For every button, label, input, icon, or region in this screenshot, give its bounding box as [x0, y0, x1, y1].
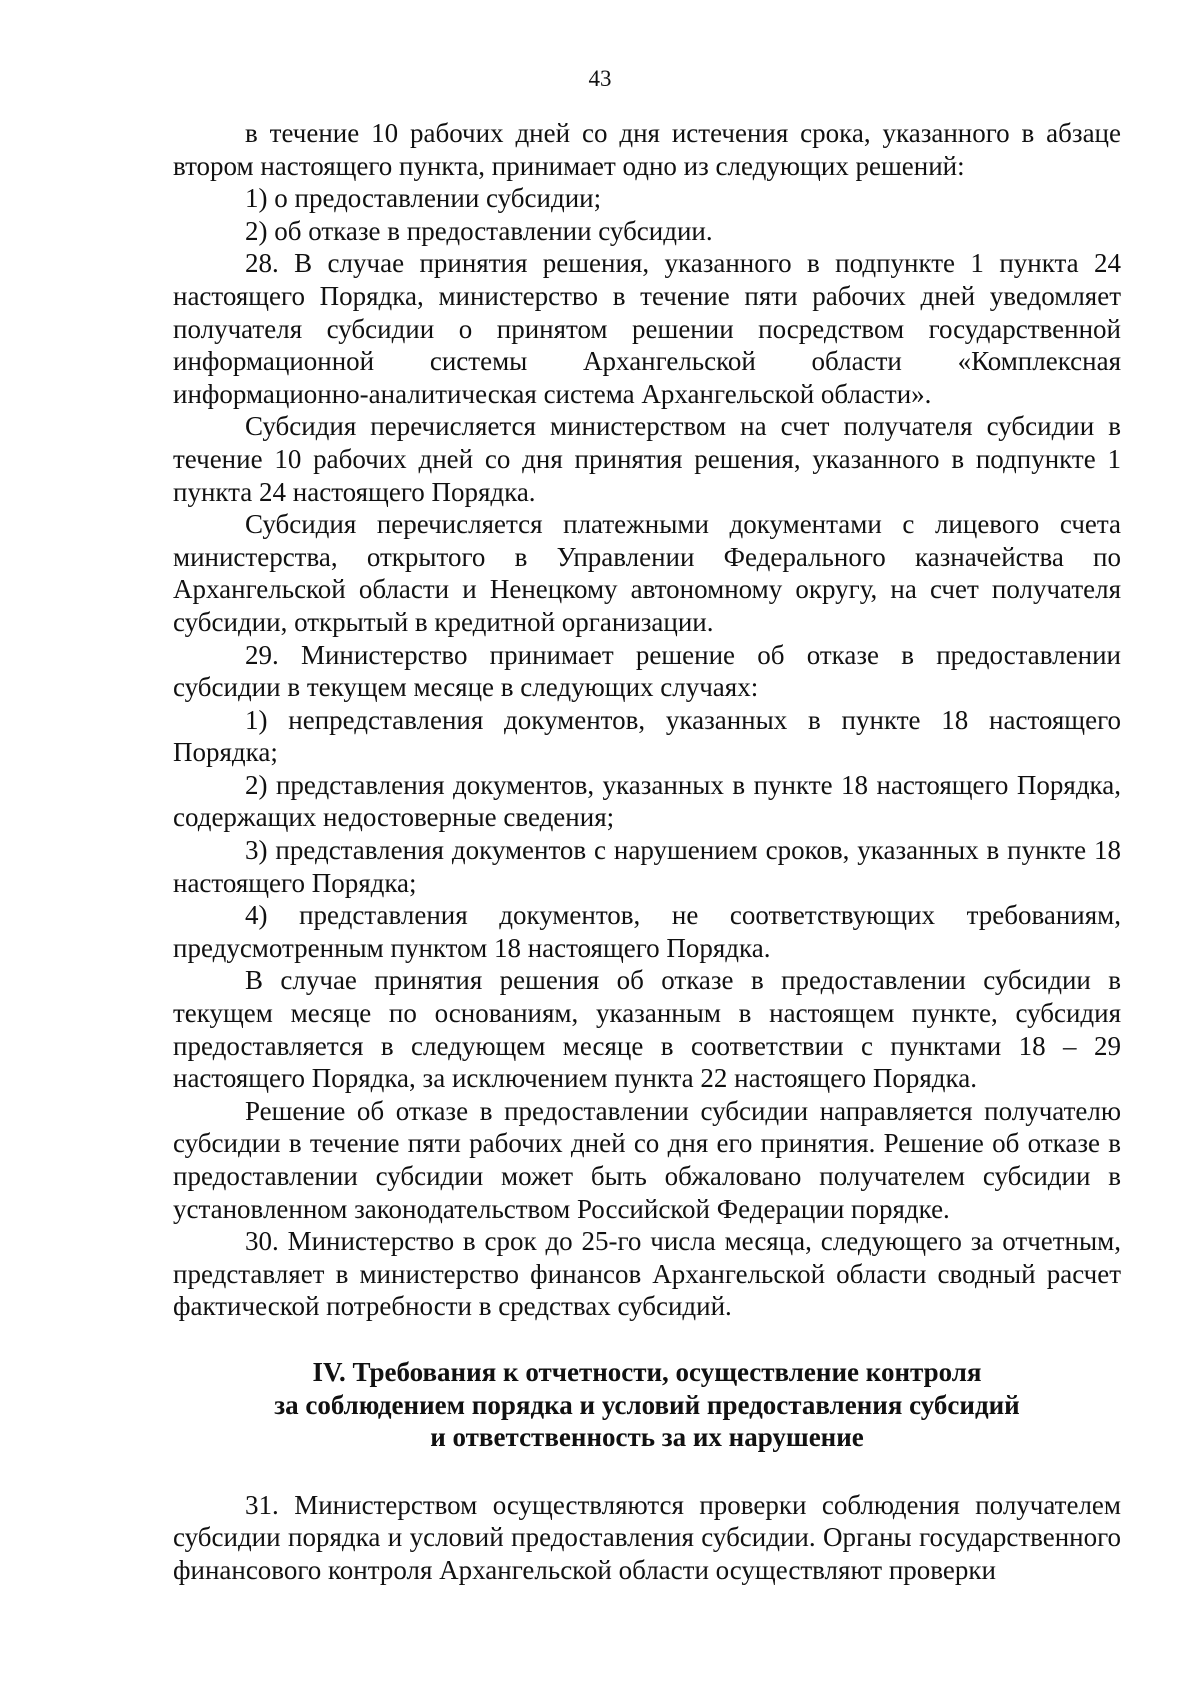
paragraph: 29. Министерство принимает решение об отказе в предоставлении субсидии в текущем месяце в следующих случаях: [173, 639, 1121, 703]
document-body [173, 117, 1121, 1587]
paragraph: в течение 10 рабочих дней со дня истечения срока, указанного в абзаце втором настоящего пункта, принимает одно из следующих решений: [173, 118, 1121, 181]
section-heading-line: IV. Требования к отчетности, осуществление контроля [312, 1356, 982, 1387]
list-item: 1) непредставления документов, указанных в пункте 18 настоящего Порядка; [173, 704, 1121, 768]
section-heading [173, 1356, 1121, 1454]
section-heading-line: и ответственность за их нарушение [430, 1422, 864, 1453]
paragraph: 28. В случае принятия решения, указанного в подпункте 1 пункта 24 настоящего Порядка, министерство в течение пяти рабочих дней уведомляет получателя субсидии о принятом решении посредством государственной информационной системы Архангельской области «Комплексная информационно-аналитическая система Архангельской области». [173, 248, 1121, 409]
page-number: 43 [588, 66, 612, 91]
list-item: 2) об отказе в предоставлении субсидии. [245, 215, 713, 246]
list-item: 3) представления документов с нарушением сроков, указанных в пункте 18 настоящего Порядка; [173, 835, 1121, 898]
paragraph: 31. Министерством осуществляются проверки соблюдения получателем субсидии порядка и условий предоставления субсидии. Органы государственного финансового контроля Архангельской области осуществляют проверки [173, 1489, 1121, 1585]
paragraph: Субсидия перечисляется платежными документами с лицевого счета министерства, открытого в Управлении Федерального казначейства по Архангельской области и Ненецкому автономному округу, на счет получателя субсидии, открытый в кредитной организации. [173, 509, 1121, 637]
paragraph: Решение об отказе в предоставлении субсидии направляется получателю субсидии в течение пяти рабочих дней со дня его принятия. Решение об отказе в предоставлении субсидии может быть обжаловано получателем субсидии в установленном законодательством Российской Федерации порядке. [173, 1095, 1121, 1224]
paragraph: В случае принятия решения об отказе в предоставлении субсидии в текущем месяце по основаниям, указанным в настоящем пункте, субсидия предоставляется в следующем месяце в соответствии с пунктами 18 – 29 настоящего Порядка, за исключением пункта 22 настоящего Порядка. [173, 965, 1121, 1094]
paragraph: 30. Министерство в срок до 25-го числа месяца, следующего за отчетным, представляет в министерство финансов Архангельской области сводный расчет фактической потребности в средствах субсидий. [173, 1226, 1121, 1322]
list-item: 1) о предоставлении субсидии; [245, 183, 602, 214]
list-item: 4) представления документов, не соответствующих требованиям, предусмотренным пунктом 18 настоящего Порядка. [173, 900, 1121, 963]
list-item: 2) представления документов, указанных в пункте 18 настоящего Порядка, содержащих недостоверные сведения; [173, 769, 1121, 833]
paragraph: Субсидия перечисляется министерством на счет получателя субсидии в течение 10 рабочих дней со дня принятия решения, указанного в подпункте 1 пункта 24 настоящего Порядка. [173, 411, 1121, 507]
section-heading-line: за соблюдением порядка и условий предоставления субсидий [274, 1389, 1020, 1420]
